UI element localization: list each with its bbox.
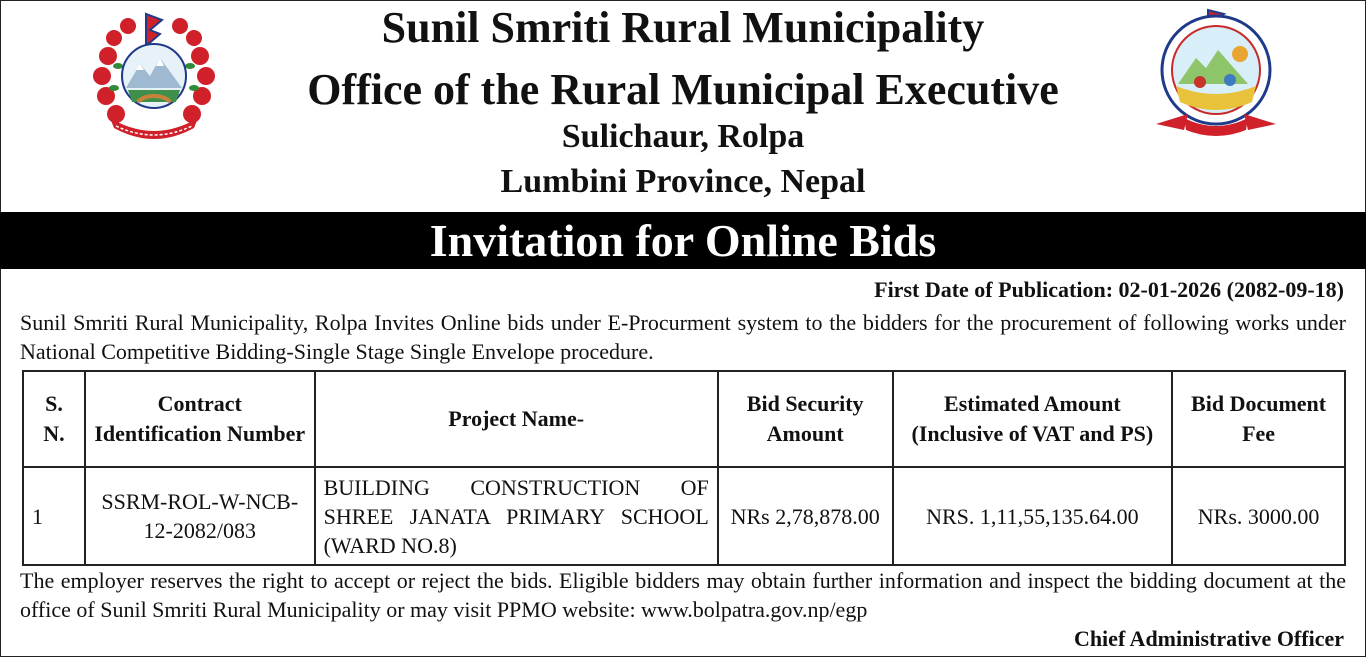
intro-paragraph: Sunil Smriti Rural Municipality, Rolpa Invites Online bids under E-Procurment system to the bidders for the procurement of following works under National Competitive Bidding-Single Stage Single Envelope procedure. xyxy=(20,310,1346,364)
cell-project-name: BUILDING CONSTRUCTION OF SHREE JANATA PRIMARY SCHOOL (WARD NO.8) xyxy=(315,467,718,565)
office-name: Office of the Rural Municipal Executive xyxy=(307,65,1059,114)
cell-contract-id: SSRM-ROL-W-NCB-12-2082/083 xyxy=(85,467,315,565)
header-sn: S. N. xyxy=(23,371,85,467)
footer-paragraph: The employer reserves the right to accept or reject the bids. Eligible bidders may obtain further information and inspect the bidding document at the office of Sunil Smriti Rural Municipality or may visit PPMO website: www.bolpatra.gov.np/egp xyxy=(20,568,1346,622)
cell-estimated-amount: NRS. 1,11,55,135.64.00 xyxy=(893,467,1173,565)
cell-sn: 1 xyxy=(23,467,85,565)
publication-date: First Date of Publication: 02-01-2026 (2082-09-18) xyxy=(874,277,1344,302)
municipality-name: Sunil Smriti Rural Municipality xyxy=(381,3,985,52)
cell-bid-security: NRs 2,78,878.00 xyxy=(718,467,893,565)
notice-title-banner: Invitation for Online Bids xyxy=(0,212,1366,269)
table-row xyxy=(23,467,1345,565)
header-document-fee: Bid Document Fee xyxy=(1172,371,1345,467)
header-contract-id: Contract Identification Number xyxy=(85,371,315,467)
header-project-name: Project Name- xyxy=(315,371,718,467)
office-address: Sulichaur, Rolpa xyxy=(561,118,805,155)
table-header-row xyxy=(23,371,1345,467)
province-country: Lumbini Province, Nepal xyxy=(500,163,866,200)
signatory-title: Chief Administrative Officer xyxy=(1073,626,1344,651)
cell-document-fee: NRs. 3000.00 xyxy=(1172,467,1345,565)
bids-table xyxy=(22,370,1346,566)
header-bid-security: Bid Security Amount xyxy=(718,371,893,467)
header-estimated-amount: Estimated Amount (Inclusive of VAT and PS) xyxy=(893,371,1173,467)
